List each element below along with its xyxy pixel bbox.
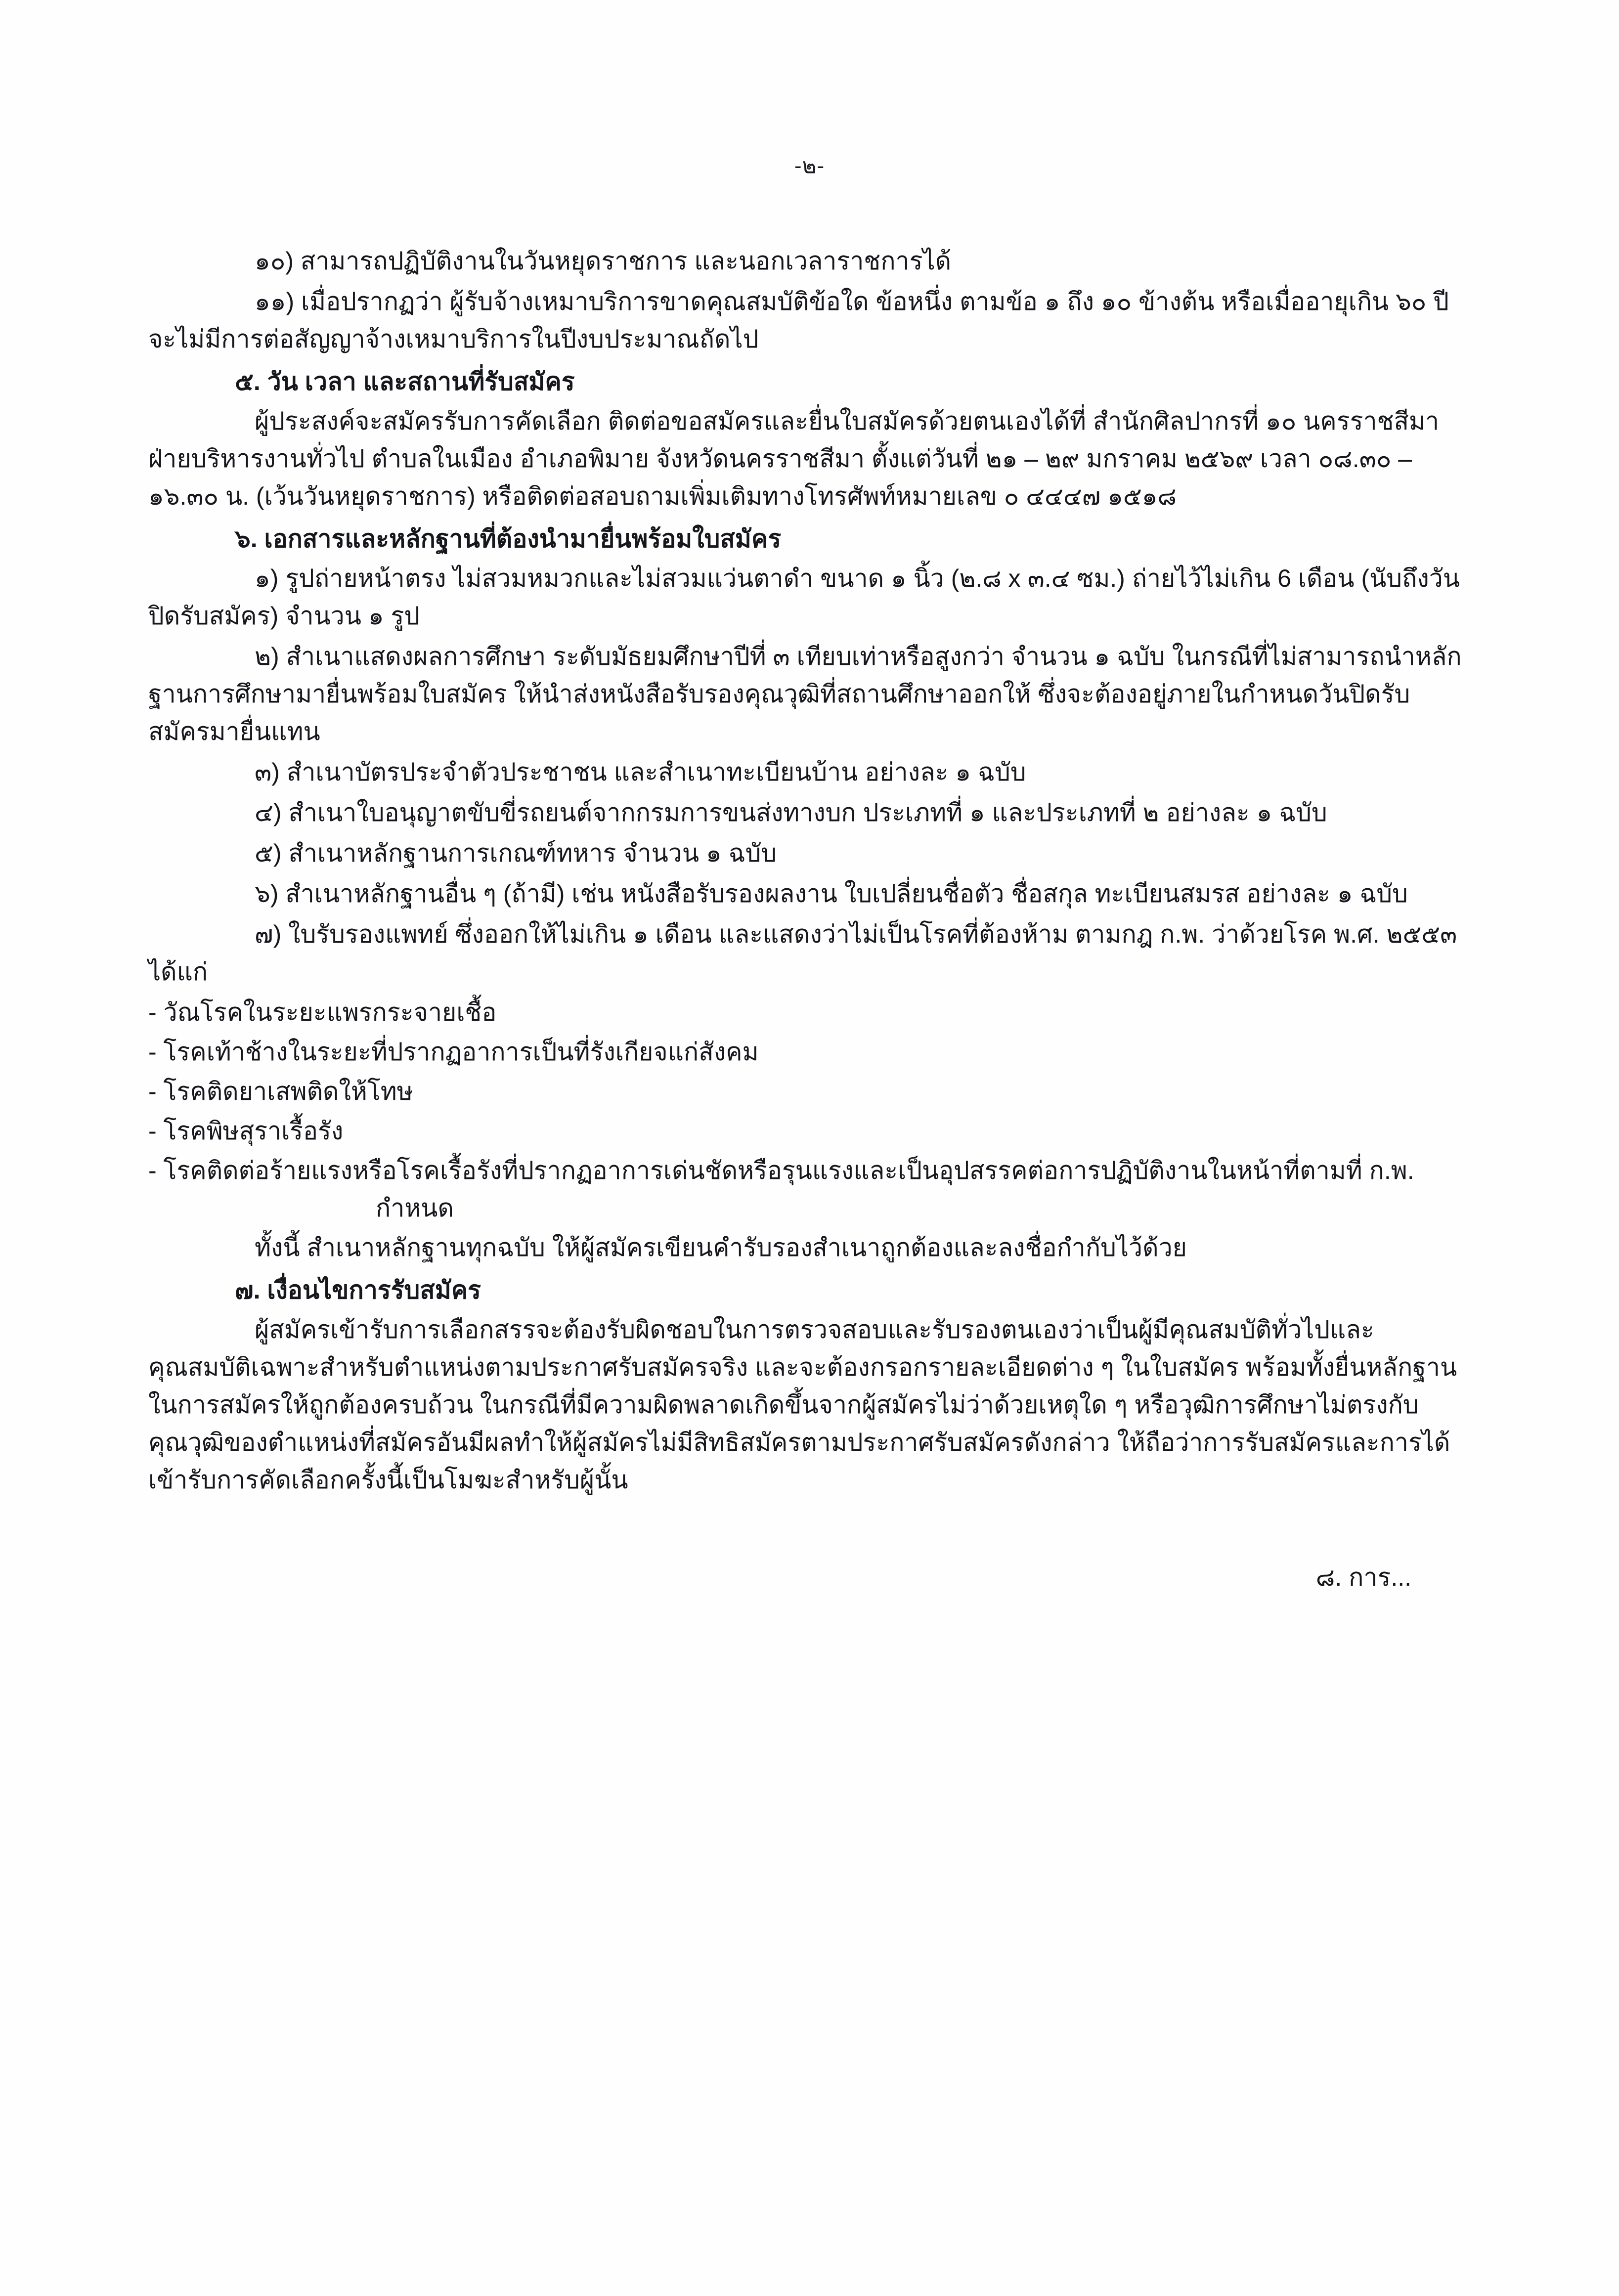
paragraph-doc-3: ๓) สำเนาบัตรประจำตัวประชาชน และสำเนาทะเบียนบ้าน อย่างละ ๑ ฉบับ xyxy=(255,758,1026,786)
section-heading-5: ๕. วัน เวลา และสถานที่รับสมัคร xyxy=(235,368,575,395)
list-item xyxy=(148,1073,1471,1110)
disease-item-4: - โรคพิษสุราเรื้อรัง xyxy=(148,1117,344,1145)
document-body xyxy=(148,242,1471,1499)
paragraph-doc-5: ๕) สำเนาหลักฐานการเกณฑ์ทหาร จำนวน ๑ ฉบับ xyxy=(255,839,777,867)
list-item xyxy=(148,1152,1471,1227)
paragraph-item-10: ๑๐) สามารถปฏิบัติงานในวันหยุดราชการ และนอกเวลาราชการได้ xyxy=(255,247,952,275)
disease-item-1: - วัณโรคในระยะแพรกระจายเชื้อ xyxy=(148,998,497,1026)
list-item xyxy=(148,994,1471,1031)
paragraph-doc-7: ๗) ใบรับรองแพทย์ ซึ่งออกให้ไม่เกิน ๑ เดือน และแสดงว่าไม่เป็นโรคที่ต้องห้าม ตามกฎ ก.พ. ว่าด้วยโรค พ.ศ. ๒๕๕๓ ได้แก่ xyxy=(148,920,1457,986)
list-item xyxy=(148,1033,1471,1071)
disease-item-2: - โรคเท้าช้างในระยะที่ปรากฏอาการเป็นที่รังเกียจแก่สังคม xyxy=(148,1038,759,1066)
paragraph-doc-1: ๑) รูปถ่ายหน้าตรง ไม่สวมหมวกและไม่สวมแว่นตาดำ ขนาด ๑ นิ้ว (๒.๘ x ๓.๔ ซม.) ถ่ายไว้ไม่เกิน 6 เดือน (นับถึงวันปิดรับสมัคร) จำนวน ๑ รูป xyxy=(148,564,1460,630)
section-heading-7: ๗. เงื่อนไขการรับสมัคร xyxy=(235,1276,481,1304)
disease-item-5: - โรคติดต่อร้ายแรงหรือโรคเรื้อรังที่ปรากฏอาการเด่นชัดหรือรุนแรงและเป็นอุปสรรคต่อการปฏิบัติงานในหน้าที่ตามที่ ก.พ. กำหนด xyxy=(148,1157,1414,1222)
paragraph-doc-4: ๔) สำเนาใบอนุญาตขับขี่รถยนต์จากกรมการขนส่งทางบก ประเภทที่ ๑ และประเภทที่ ๒ อย่างละ ๑ ฉบับ xyxy=(255,799,1327,826)
disease-item-3: - โรคติดยาเสพติดให้โทษ xyxy=(148,1078,413,1105)
footer-continuation-note: ๘. การ... xyxy=(1315,1563,1411,1591)
section-heading-6: ๖. เอกสารและหลักฐานที่ต้องนำมายื่นพร้อมใบสมัคร xyxy=(235,525,782,553)
disease-list xyxy=(148,994,1471,1227)
paragraph-section-5-body: ผู้ประสงค์จะสมัครรับการคัดเลือก ติดต่อขอสมัครและยื่นใบสมัครด้วยตนเองได้ที่ สำนักศิลปากรที่ ๑๐ นครราชสีมา ฝ่ายบริหารงานทั่วไป ตำบลในเมือง อำเภอพิมาย จังหวัดนครราชสีมา ตั้งแต่วันที่ ๒๑ – ๒๙ มกราคม ๒๕๖๙ เวลา ๐๘.๓๐ – ๑๖.๓๐ น. (เว้นวันหยุดราชการ) หรือติดต่อสอบถามเพิ่มเติมทางโทรศัพท์หมายเลข ๐ ๔๔๔๗ ๑๕๑๘ xyxy=(148,407,1440,510)
page-number: -๒- xyxy=(794,154,825,178)
paragraph-doc-6: ๖) สำเนาหลักฐานอื่น ๆ (ถ้ามี) เช่น หนังสือรับรองผลงาน ใบเปลี่ยนชื่อตัว ชื่อสกุล ทะเบียนสมรส อย่างละ ๑ ฉบับ xyxy=(255,880,1408,908)
paragraph-copies-note: ทั้งนี้ สำเนาหลักฐานทุกฉบับ ให้ผู้สมัครเขียนคำรับรองสำเนาถูกต้องและลงชื่อกำกับไว้ด้วย xyxy=(255,1234,1187,1261)
paragraph-section-7-body: ผู้สมัครเข้ารับการเลือกสรรจะต้องรับผิดชอบในการตรวจสอบและรับรองตนเองว่าเป็นผู้มีคุณสมบัติทั่วไปและคุณสมบัติเฉพาะสำหรับตำแหน่งตามประกาศรับสมัครจริง และจะต้องกรอกรายละเอียดต่าง ๆ ในใบสมัคร พร้อมทั้งยื่นหลักฐานในการสมัครให้ถูกต้องครบถ้วน ในกรณีที่มีความผิดพลาดเกิดขึ้นจากผู้สมัครไม่ว่าด้วยเหตุใด ๆ หรือวุฒิการศึกษาไม่ตรงกับคุณวุฒิของตำแหน่งที่สมัครอันมีผลทำให้ผู้สมัครไม่มีสิทธิสมัครตามประกาศรับสมัครดังกล่าว ให้ถือว่าการรับสมัครและการได้เข้ารับการคัดเลือกครั้งนี้เป็นโมฆะสำหรับผู้นั้น xyxy=(148,1316,1457,1494)
paragraph-doc-2: ๒) สำเนาแสดงผลการศึกษา ระดับมัธยมศึกษาปีที่ ๓ เทียบเท่าหรือสูงกว่า จำนวน ๑ ฉบับ ในกรณีที่ไม่สามารถนำหลักฐานการศึกษามายื่นพร้อมใบสมัคร ให้นำส่งหนังสือรับรองคุณวุฒิที่สถานศึกษาออกให้ ซึ่งจะต้องอยู่ภายในกำหนดวันปิดรับสมัครมายื่นแทน xyxy=(148,643,1462,745)
paragraph-item-11: ๑๑) เมื่อปรากฏว่า ผู้รับจ้างเหมาบริการขาดคุณสมบัติข้อใด ข้อหนึ่ง ตามข้อ ๑ ถึง ๑๐ ข้างต้น หรือเมื่ออายุเกิน ๖๐ ปี จะไม่มีการต่อสัญญาจ้างเหมาบริการในปีงบประมาณถัดไป xyxy=(148,288,1449,353)
list-item xyxy=(148,1112,1471,1150)
